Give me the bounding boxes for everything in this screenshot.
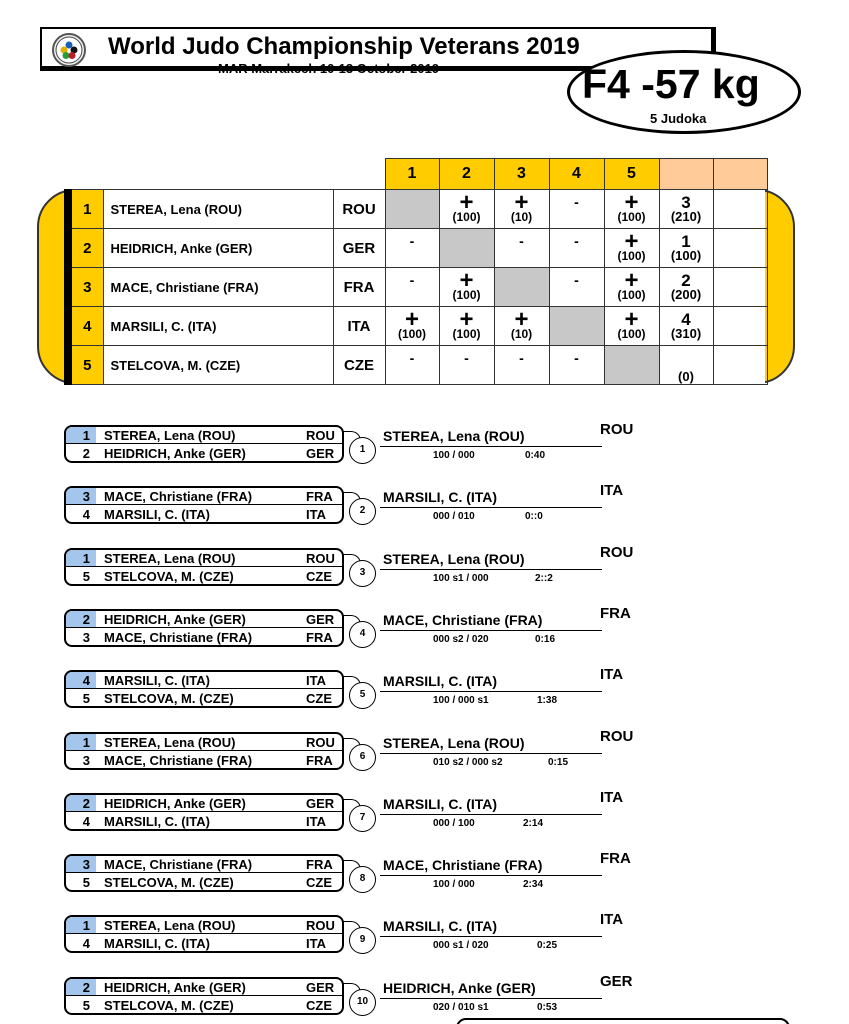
cell-dash: - [409,350,415,366]
pool-cell-result [439,190,494,229]
competitor-nation: ROU [306,428,335,443]
pool-row-name: MARSILI, C. (ITA) [103,307,333,346]
match-pairing [64,486,344,524]
match-score: 100 s1 / 000 [433,573,489,584]
win-plus-icon: + [459,266,474,294]
pool-row-rank [713,346,767,385]
pool-row-number: 4 [68,307,103,346]
blank-cell [333,159,385,190]
match-competitor-white [66,979,342,996]
pool-row-name: STELCOVA, M. (CZE) [103,346,333,385]
match-time: 2::2 [535,573,553,584]
competitor-name: HEIDRICH, Anke (GER) [104,980,246,995]
match-competitor-white [66,611,342,628]
win-plus-icon: + [624,188,639,216]
match-score: 000 / 010 [433,511,475,522]
column-head-5: 5 [604,159,659,190]
competitor-nation: ROU [306,551,335,566]
judoka-count: 5 Judoka [650,111,707,126]
competitor-name: MARSILI, C. (ITA) [104,936,210,951]
competitor-nation: FRA [306,489,333,504]
competitor-number: 3 [82,630,90,645]
cell-points: (100) [617,326,646,341]
winner-name: MARSILI, C. (ITA) [383,796,498,812]
competitor-nation: CZE [306,875,332,890]
match-number: 9 [349,927,376,954]
win-plus-icon: + [624,266,639,294]
match-number: 5 [349,682,376,709]
competitor-name: MACE, Christiane (FRA) [104,857,253,872]
winner-name: STEREA, Lena (ROU) [383,735,525,751]
match-block [0,850,849,896]
match-score: 010 s2 / 000 s2 [433,757,503,768]
match-time: 0:16 [535,634,556,645]
cell-points: (10) [510,326,533,341]
match-score: 100 / 000 [433,879,475,890]
match-pairing [64,915,344,953]
match-number: 2 [349,498,376,525]
match-block [0,789,849,835]
pool-cell-self [494,268,549,307]
competitor-name: STEREA, Lena (ROU) [104,551,236,566]
competitor-number: 2 [66,795,96,811]
pool-row-totals [659,346,713,385]
pool-cell-result [494,346,549,385]
pool-cell-result [604,307,659,346]
match-time: 0:40 [525,450,546,461]
match-block [0,728,849,774]
pool-cell-result [385,346,439,385]
pool-row [68,346,767,385]
match-competitor-blue [66,997,342,1014]
pool-row-number: 1 [68,190,103,229]
pool-row-nation: CZE [333,346,385,385]
competitor-nation: ROU [306,918,335,933]
match-competitor-white [66,550,342,567]
winner-nation: ITA [600,789,624,806]
win-plus-icon: + [624,227,639,255]
competitor-nation: ITA [306,814,326,829]
win-plus-icon: + [459,305,474,333]
column-head-3: 3 [494,159,549,190]
competitor-number: 4 [82,936,90,951]
competitor-nation: CZE [306,691,332,706]
match-block [0,421,849,467]
winner-name: MACE, Christiane (FRA) [383,612,543,628]
competitor-nation: ITA [306,507,326,522]
competitor-number: 4 [66,672,96,688]
win-plus-icon: + [624,305,639,333]
pool-cell-result [494,190,549,229]
total-points: (0) [678,368,694,384]
competitor-name: HEIDRICH, Anke (GER) [104,446,246,461]
pool-cell-result [549,268,604,307]
ijf-logo-icon [52,33,86,67]
winner-nation: ITA [600,911,624,928]
cell-points: (100) [452,209,481,224]
winner-nation: ROU [600,728,634,745]
cell-dash: - [574,194,579,210]
page-title: World Judo Championship Veterans 2019 [108,33,580,60]
match-number: 4 [349,621,376,648]
match-time: 1:38 [537,695,558,706]
pool-cell-self [385,190,439,229]
competitor-name: MACE, Christiane (FRA) [104,753,253,768]
competitor-name: MACE, Christiane (FRA) [104,489,253,504]
competitor-name: HEIDRICH, Anke (GER) [104,796,246,811]
cell-dash: - [464,350,469,366]
competitor-name: STELCOVA, M. (CZE) [104,998,234,1013]
competitor-nation: FRA [306,753,333,768]
cell-points: (10) [510,209,533,224]
competitor-name: STEREA, Lena (ROU) [104,918,236,933]
pool-row-nation: ROU [333,190,385,229]
pool-row-number: 5 [68,346,103,385]
winner-nation: GER [600,973,633,990]
pool-column-header [68,159,767,190]
match-competitor-white [66,734,342,751]
match-pairing [64,732,344,770]
pool-cell-self [439,229,494,268]
match-competitor-blue [66,506,342,523]
pool-cell-result [549,346,604,385]
match-time: 0:25 [537,940,558,951]
cell-dash: - [409,272,415,288]
match-pairing [64,793,344,831]
column-head-1: 1 [385,159,439,190]
win-plus-icon: + [514,305,529,333]
pool-row-name: STEREA, Lena (ROU) [103,190,333,229]
match-pairing [64,977,344,1015]
match-block [0,911,849,957]
competitor-number: 3 [66,488,96,504]
competitor-number: 5 [82,569,90,584]
pool-row-totals [659,229,713,268]
competitor-nation: GER [306,796,335,811]
competitor-number: 4 [82,507,90,522]
pool-cell-result [385,307,439,346]
pool-row-name: HEIDRICH, Anke (GER) [103,229,333,268]
pool-row [68,229,767,268]
competitor-nation: ROU [306,735,335,750]
win-plus-icon: + [514,188,529,216]
match-block [0,544,849,590]
match-block [0,973,849,1019]
total-points: (200) [670,287,702,302]
competitor-name: HEIDRICH, Anke (GER) [104,612,246,627]
match-score: 100 / 000 s1 [433,695,489,706]
total-points: (210) [670,209,702,224]
pool-row-rank [713,229,767,268]
page-subtitle: MAR Marrakech 10-13 October 2019 [218,61,440,76]
pool-cell-result [549,229,604,268]
cell-points: (100) [452,326,481,341]
competitor-name: STELCOVA, M. (CZE) [104,691,234,706]
match-pairing [64,854,344,892]
competitor-number: 3 [82,753,90,768]
total-points: (310) [670,326,702,341]
win-count: 2 [681,271,691,290]
match-pairing [64,425,344,463]
competitor-number: 2 [82,446,90,461]
match-competitor-blue [66,629,342,646]
match-competitor-blue [66,445,342,462]
winner-nation: ROU [600,421,634,438]
match-competitor-white [66,856,342,873]
competitor-name: STEREA, Lena (ROU) [104,428,236,443]
pool-cell-result [604,190,659,229]
competitor-number: 1 [66,734,96,750]
cell-points: (100) [617,209,646,224]
pool-table [64,158,768,385]
cell-points: (100) [617,287,646,302]
pool-cell-result [439,268,494,307]
match-time: 2:14 [523,818,544,829]
match-score: 000 / 100 [433,818,475,829]
match-number: 10 [349,989,376,1016]
cell-dash: - [574,272,579,288]
win-count: 4 [681,310,691,329]
pool-row-totals [659,307,713,346]
match-competitor-blue [66,752,342,769]
win-plus-icon: + [459,188,474,216]
competitor-number: 5 [82,875,90,890]
match-pairing [64,548,344,586]
winner-nation: ITA [600,482,624,499]
competitor-number: 5 [82,691,90,706]
winner-name: MARSILI, C. (ITA) [383,918,498,934]
winner-name: STEREA, Lena (ROU) [383,428,525,444]
pool-cell-result [604,268,659,307]
competitor-nation: ITA [306,673,326,688]
match-number: 3 [349,560,376,587]
pool-cell-result [494,307,549,346]
match-time: 0:53 [537,1002,558,1013]
pool-cell-result [385,268,439,307]
competitor-name: MARSILI, C. (ITA) [104,507,210,522]
competitor-nation: GER [306,446,335,461]
match-competitor-white [66,917,342,934]
win-count: 1 [681,232,691,251]
pool-row-totals [659,190,713,229]
column-head-rank [713,159,767,190]
match-block [0,666,849,712]
competitor-number: 1 [66,550,96,566]
winner-nation: ROU [600,544,634,561]
competitor-nation: GER [306,980,335,995]
pool-cell-result [549,190,604,229]
competitor-name: STEREA, Lena (ROU) [104,735,236,750]
competitor-name: MACE, Christiane (FRA) [104,630,253,645]
match-competitor-blue [66,813,342,830]
pool-cell-self [549,307,604,346]
winner-name: MACE, Christiane (FRA) [383,857,543,873]
blank-cell [103,159,333,190]
competitor-number: 1 [66,917,96,933]
match-competitor-blue [66,690,342,707]
match-competitor-blue [66,874,342,891]
match-competitor-white [66,672,342,689]
pool-cell-result [494,229,549,268]
competitor-nation: GER [306,612,335,627]
match-number: 1 [349,437,376,464]
pool-cell-result [385,229,439,268]
pool-row-rank [713,268,767,307]
cell-points: (100) [397,326,426,341]
pool-row-nation: GER [333,229,385,268]
competitor-name: MARSILI, C. (ITA) [104,673,210,688]
pool-row-rank [713,307,767,346]
match-number: 7 [349,805,376,832]
pool-row-totals [659,268,713,307]
competitor-name: STELCOVA, M. (CZE) [104,875,234,890]
match-time: 2:34 [523,879,544,890]
match-competitor-white [66,427,342,444]
winner-name: MARSILI, C. (ITA) [383,673,498,689]
winner-nation: FRA [600,850,631,867]
category-name: F4 -57 kg [582,61,760,107]
column-head-2: 2 [439,159,494,190]
column-head-wins [659,159,713,190]
competitor-nation: CZE [306,569,332,584]
competitor-number: 2 [66,979,96,995]
match-competitor-white [66,795,342,812]
pool-row-name: MACE, Christiane (FRA) [103,268,333,307]
winner-name: HEIDRICH, Anke (GER) [383,980,536,996]
match-time: 0::0 [525,511,543,522]
pool-cell-self [604,346,659,385]
pool-cell-result [439,307,494,346]
competitor-nation: ITA [306,936,326,951]
winner-nation: FRA [600,605,631,622]
match-pairing [64,609,344,647]
match-score: 000 s1 / 020 [433,940,489,951]
cell-points: (100) [617,248,646,263]
win-plus-icon: + [404,305,419,333]
winner-name: STEREA, Lena (ROU) [383,551,525,567]
match-block [0,605,849,651]
match-score: 100 / 000 [433,450,475,461]
winner-nation: ITA [600,666,624,683]
pool-cell-result [604,229,659,268]
cell-dash: - [409,233,415,249]
cell-dash: - [574,233,579,249]
match-competitor-blue [66,568,342,585]
match-competitor-blue [66,935,342,952]
win-count: 3 [681,193,691,212]
competitor-nation: FRA [306,857,333,872]
match-number: 6 [349,744,376,771]
competitor-name: STELCOVA, M. (CZE) [104,569,234,584]
competitor-nation: CZE [306,998,332,1013]
pool-row-nation: ITA [333,307,385,346]
match-block [0,482,849,528]
cell-points: (100) [452,287,481,302]
cell-dash: - [519,350,524,366]
match-number: 8 [349,866,376,893]
competitor-number: 5 [82,998,90,1013]
pool-row [68,268,767,307]
cell-dash: - [574,350,579,366]
pool-row [68,190,767,229]
match-score: 000 s2 / 020 [433,634,489,645]
total-points: (100) [670,248,702,263]
pool-row [68,307,767,346]
pool-row-number: 3 [68,268,103,307]
competitor-number: 4 [82,814,90,829]
competitor-number: 3 [66,856,96,872]
competitor-name: MARSILI, C. (ITA) [104,814,210,829]
cell-dash: - [519,233,524,249]
competitor-nation: FRA [306,630,333,645]
match-competitor-white [66,488,342,505]
pool-row-nation: FRA [333,268,385,307]
pool-row-rank [713,190,767,229]
competitor-number: 1 [66,427,96,443]
bottom-panel-edge [456,1018,790,1024]
competitor-number: 2 [66,611,96,627]
match-time: 0:15 [548,757,569,768]
pool-cell-result [439,346,494,385]
category-badge [567,50,801,134]
match-pairing [64,670,344,708]
match-score: 020 / 010 s1 [433,1002,489,1013]
winner-name: MARSILI, C. (ITA) [383,489,498,505]
blank-cell [68,159,103,190]
column-head-4: 4 [549,159,604,190]
pool-row-number: 2 [68,229,103,268]
